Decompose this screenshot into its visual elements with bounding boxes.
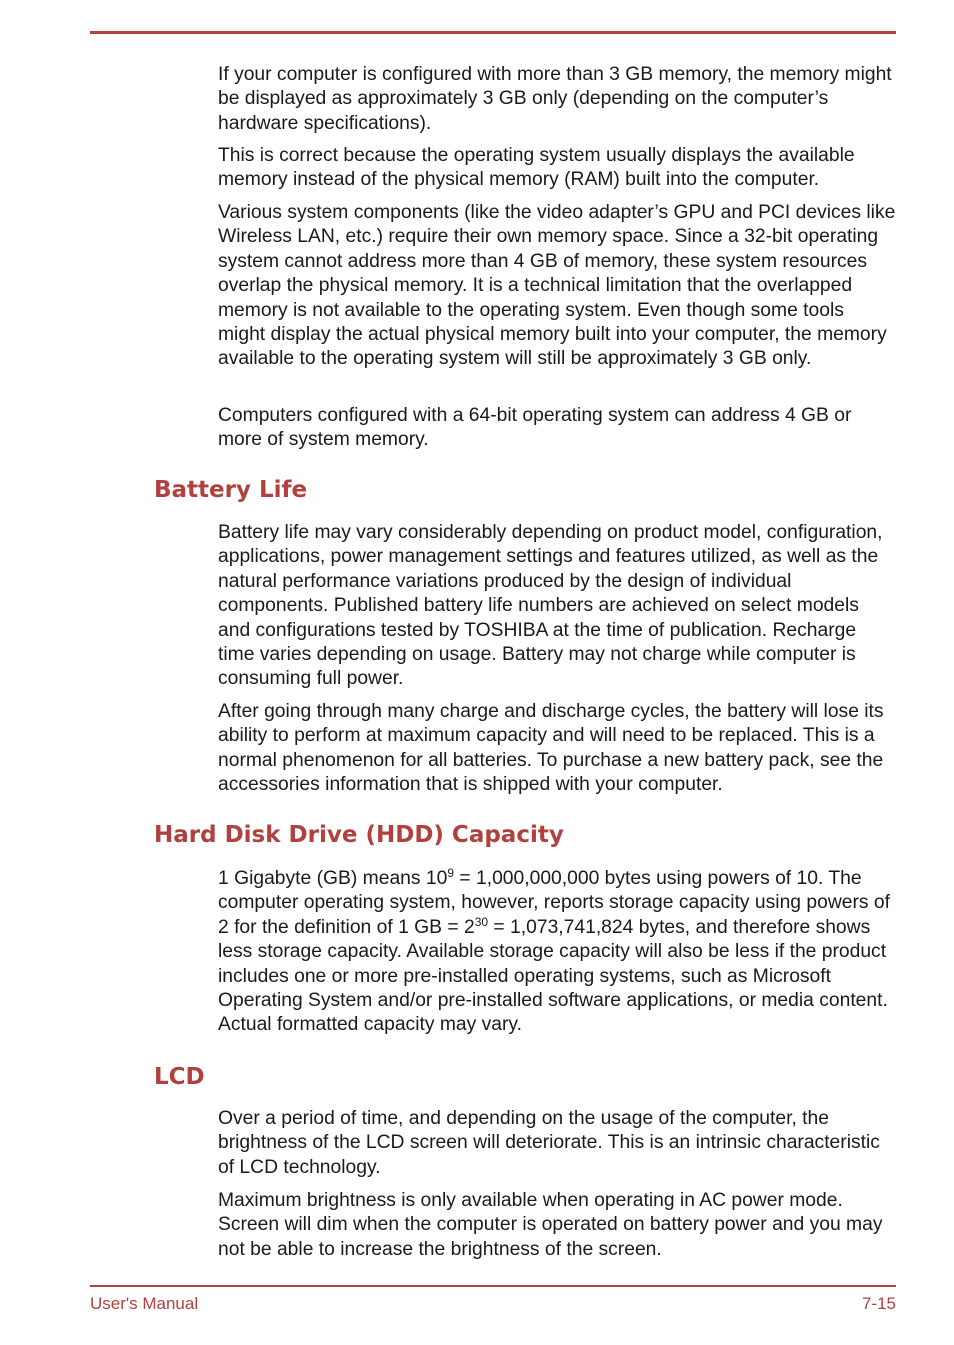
- footer-manual-title: User's Manual: [90, 1294, 199, 1313]
- memory-paragraph-2: This is correct because the operating system usually displays the available memory instead of the physical memory (RAM) built into the computer.: [218, 145, 855, 191]
- lcd-paragraph-1: Over a period of time, and depending on the usage of the computer, the brightness of the LCD screen will deteriorate. This is an intrinsic characteristic of LCD technology.: [218, 1108, 880, 1178]
- battery-paragraph-2: After going through many charge and discharge cycles, the battery will lose its ability to perform at maximum capacity and will need to be replaced. This is a normal phenomenon for all batteries. To purchase a new battery pack, see the accessories information that is shipped with your computer.: [218, 701, 884, 796]
- hdd-superscript-2: 30: [474, 914, 489, 929]
- section-heading-battery-life: Battery Life: [154, 477, 308, 503]
- battery-paragraph-1: Battery life may vary considerably depending on product model, configuration, applications, power management settings and features utilized, as well as the natural performance variations produced by the design of individual components. Published battery life numbers are achieved on select models and configurations tested by TOSHIBA at the time of publication. Recharge time varies depending on usage. Battery may not charge while computer is consuming full power.: [218, 522, 883, 690]
- footer-rule: [90, 1285, 896, 1287]
- lcd-paragraph-2: Maximum brightness is only available when operating in AC power mode. Screen will dim when the computer is operated on battery power and you may not be able to increase the brightness of the screen.: [218, 1190, 883, 1260]
- section-heading-hdd-capacity: Hard Disk Drive (HDD) Capacity: [154, 822, 564, 848]
- hdd-superscript-1: 9: [447, 866, 455, 880]
- hdd-paragraph: [218, 867, 896, 1038]
- memory-paragraph-3: Various system components (like the video adapter’s GPU and PCI devices like Wireless LAN, etc.) require their own memory space. Since a 32-bit operating system cannot address more than 4 GB of memory, these system resources overlap the physical memory. It is a technical limitation that the overlapped memory is not available to the operating system. Even though some tools might display the actual physical memory built into your computer, the memory available to the operating system will still be approximately 3 GB only.: [218, 202, 896, 370]
- hdd-text-part-2: = 1,000,000,000 bytes using powers of 10. The computer operating system, however, reports storage capacity using powers of 2 for the definition of 1 GB = 2: [218, 868, 890, 938]
- memory-paragraph-4: Computers configured with a 64-bit operating system can address 4 GB or more of system memory.: [218, 405, 852, 451]
- header-rule: [90, 31, 896, 34]
- section-heading-lcd: LCD: [154, 1064, 205, 1090]
- memory-paragraph-1: If your computer is configured with more than 3 GB memory, the memory might be displayed as approximately 3 GB only (depending on the computer’s hardware specifications).: [218, 64, 892, 134]
- hdd-text-part-3: = 1,073,741,824 bytes, and therefore shows less storage capacity. Available storage capacity will also be less if the product includes one or more pre-installed operating systems, such as Microsoft Operating System and/or pre-installed software applications, or media content. Actual formatted capacity may vary.: [218, 916, 888, 1036]
- footer-page-number: 7-15: [861, 1294, 896, 1313]
- hdd-text-part-1: 1 Gigabyte (GB) means 10: [218, 868, 448, 889]
